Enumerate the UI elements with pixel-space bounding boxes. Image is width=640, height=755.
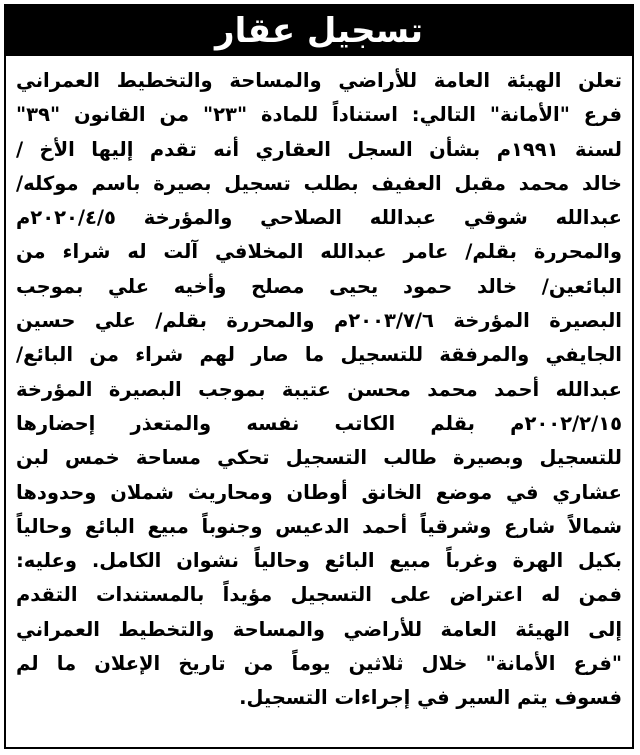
notice-line: الجايفي والمرفقة للتسجيل ما صار لهم شراء من البائع/ xyxy=(16,343,622,367)
notice-line: إلى الهيئة العامة للأراضي والمساحة والتخطيط العمراني xyxy=(16,617,622,641)
notice-line: تعلن الهيئة العامة للأراضي والمساحة والتخطيط العمراني xyxy=(16,69,622,92)
notice-line: خالد محمد مقبل العفيف بطلب تسجيل بصيرة باسم موكله/ xyxy=(16,171,622,195)
notice-line: لسنة ١٩٩١م بشأن السجل العقاري أنه تقدم إليها الأخ / xyxy=(16,137,622,161)
notice-line: شمالاً شارع وشرقياً أحمد الدعيس وجنوباً مبيع البائع وحالياً xyxy=(16,514,622,538)
legal-notice xyxy=(4,4,634,749)
notice-line: فرع "الأمانة" التالي: استناداً للمادة "٢٣" من القانون "٣٩" xyxy=(16,103,622,127)
notice-line: عشاري في موضع الخانق أوطان ومحاريث شملان وحدودها xyxy=(16,480,622,504)
notice-line: البصيرة المؤرخة ٢٠٠٣/٧/٦م والمحررة بقلم/ علي حسين xyxy=(16,309,622,333)
notice-line: عبدالله أحمد محمد محسن عتيبة بموجب البصيرة المؤرخة xyxy=(16,377,622,401)
notice-line: عبدالله شوقي عبدالله الصلاحي والمؤرخة ٢٠٢٠/٤/٥م xyxy=(16,206,622,230)
notice-line: فمن له اعتراض على التسجيل مؤيداً بالمستندات التقدم xyxy=(16,583,622,607)
notice-title: تسجيل عقار xyxy=(215,11,423,51)
notice-line: والمحررة بقلم/ عامر عبدالله المخلافي آلت له شراء من xyxy=(16,240,622,264)
notice-line: فسوف يتم السير في إجراءات التسجيل. xyxy=(239,686,622,710)
title-bar xyxy=(6,6,632,56)
notice-line: "فرع الأمانة" خلال ثلاثين يوماً من تاريخ الإعلان ما لم xyxy=(16,652,622,676)
notice-line: للتسجيل وبصيرة طالب التسجيل تحكي مساحة خمس لبن xyxy=(16,446,622,470)
notice-body xyxy=(16,64,622,716)
notice-line: البائعين/ خالد حمود يحيى مصلح وأخيه علي بموجب xyxy=(16,274,622,298)
notice-line: بكيل الهرة وغرباً مبيع البائع وحالياً نشوان الكامل. وعليه: xyxy=(16,549,622,573)
notice-line: ٢٠٠٢/٢/١٥م بقلم الكاتب نفسه والمتعذر إحضارها xyxy=(16,411,622,435)
